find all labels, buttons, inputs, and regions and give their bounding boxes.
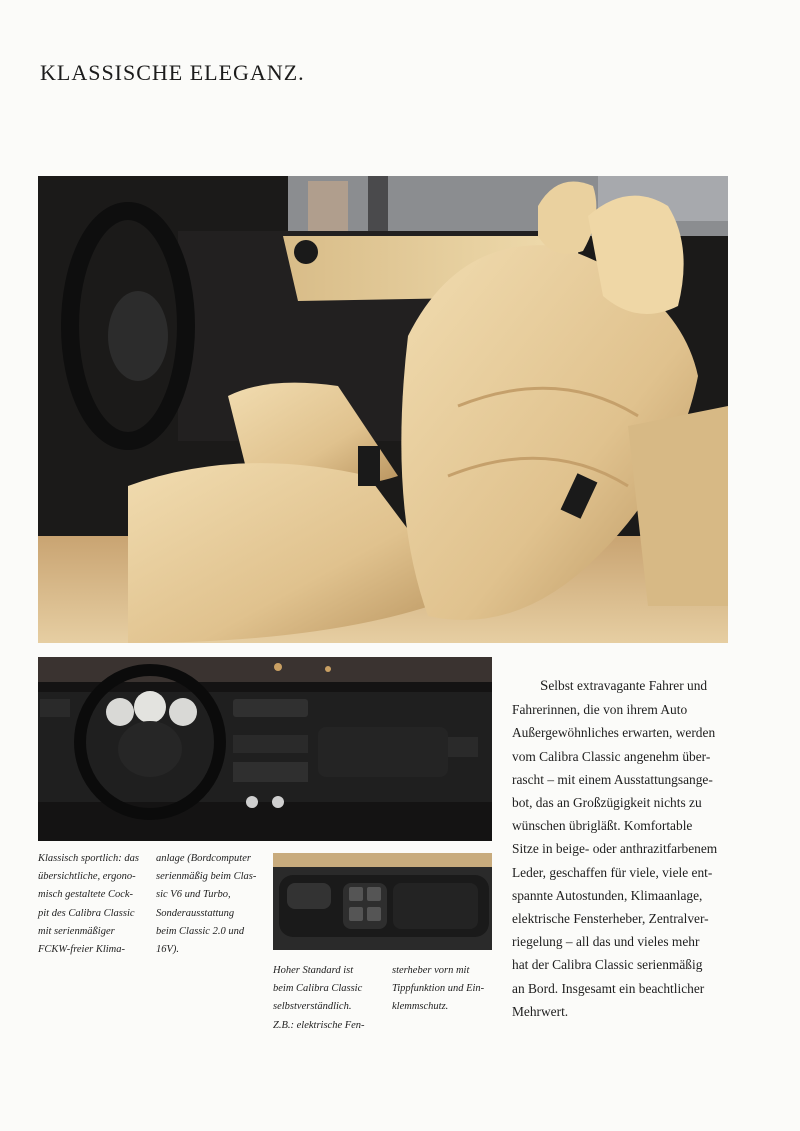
body-line: vom Calibra Classic angenehm über- bbox=[512, 748, 711, 764]
caption-line: beim Calibra Classic bbox=[273, 983, 363, 995]
caption-line: selbstverständlich. bbox=[273, 1001, 352, 1013]
caption-line: sterheber vorn mit bbox=[392, 965, 470, 976]
body-line: Mehrwert. bbox=[512, 1003, 569, 1019]
caption-line: beim Classic 2.0 und bbox=[156, 925, 245, 937]
cockpit-photo bbox=[38, 657, 492, 841]
body-paragraph bbox=[512, 674, 728, 1023]
caption-line: mit serienmäßiger bbox=[38, 925, 115, 937]
caption-line: Z.B.: elektrische Fen- bbox=[273, 1019, 365, 1031]
body-line: spannte Autostunden, Klimaanlage, bbox=[512, 887, 703, 903]
switch-caption-col1 bbox=[273, 962, 377, 1035]
caption-line: FCKW-freier Klima- bbox=[38, 944, 126, 956]
caption-line: misch gestaltete Cock- bbox=[38, 889, 134, 901]
body-line: Fahrerinnen, die von ihrem Auto bbox=[512, 702, 688, 718]
body-line: hat der Calibra Classic serienmäßig bbox=[512, 957, 703, 973]
body-line: bot, das an Großzügigkeit nichts zu bbox=[512, 795, 702, 811]
caption-line: sic V6 und Turbo, bbox=[156, 889, 231, 901]
caption-line: 16V). bbox=[156, 944, 180, 956]
body-first-line bbox=[512, 674, 728, 698]
caption-line: serienmäßig beim Clas- bbox=[156, 871, 257, 883]
caption-line: pit des Calibra Classic bbox=[38, 907, 135, 919]
caption-line: übersichtliche, ergono- bbox=[38, 871, 136, 883]
cockpit-caption-col1 bbox=[38, 850, 146, 959]
body-line: Außergewöhnliches erwarten, werden bbox=[512, 725, 716, 741]
caption-line: Sonderausstattung bbox=[156, 907, 235, 919]
caption-line: Hoher Standard ist bbox=[273, 965, 354, 976]
body-line: elbst extravagante Fahrer und bbox=[548, 678, 708, 693]
switch-caption-col2 bbox=[392, 962, 492, 1017]
body-line: elektrische Fensterheber, Zentralver- bbox=[512, 911, 709, 927]
cockpit-caption-col2 bbox=[156, 850, 256, 959]
caption-line: Tippfunktion und Ein- bbox=[392, 983, 485, 995]
lead-letter: S bbox=[540, 678, 549, 694]
body-line: an Bord. Insgesamt ein beachtlicher bbox=[512, 980, 705, 996]
body-line: Sitze in beige- oder anthrazitfarbenem bbox=[512, 841, 718, 857]
page-title: KLASSISCHE ELEGANZ. bbox=[40, 60, 305, 85]
body-line: wünschen übrigläßt. Komfortable bbox=[512, 818, 693, 834]
interior-seats-photo bbox=[38, 176, 728, 643]
body-line: Leder, geschaffen für viele, viele ent- bbox=[512, 864, 713, 880]
caption-line: Klassisch sportlich: das bbox=[38, 853, 139, 864]
body-line: rascht – mit einem Ausstattungsange- bbox=[512, 771, 713, 787]
caption-line: anlage (Bordcomputer bbox=[156, 853, 251, 864]
body-line: riegelung – all das und vieles mehr bbox=[512, 934, 700, 950]
caption-line: klemmschutz. bbox=[392, 1001, 449, 1013]
window-switch-photo bbox=[273, 853, 492, 950]
